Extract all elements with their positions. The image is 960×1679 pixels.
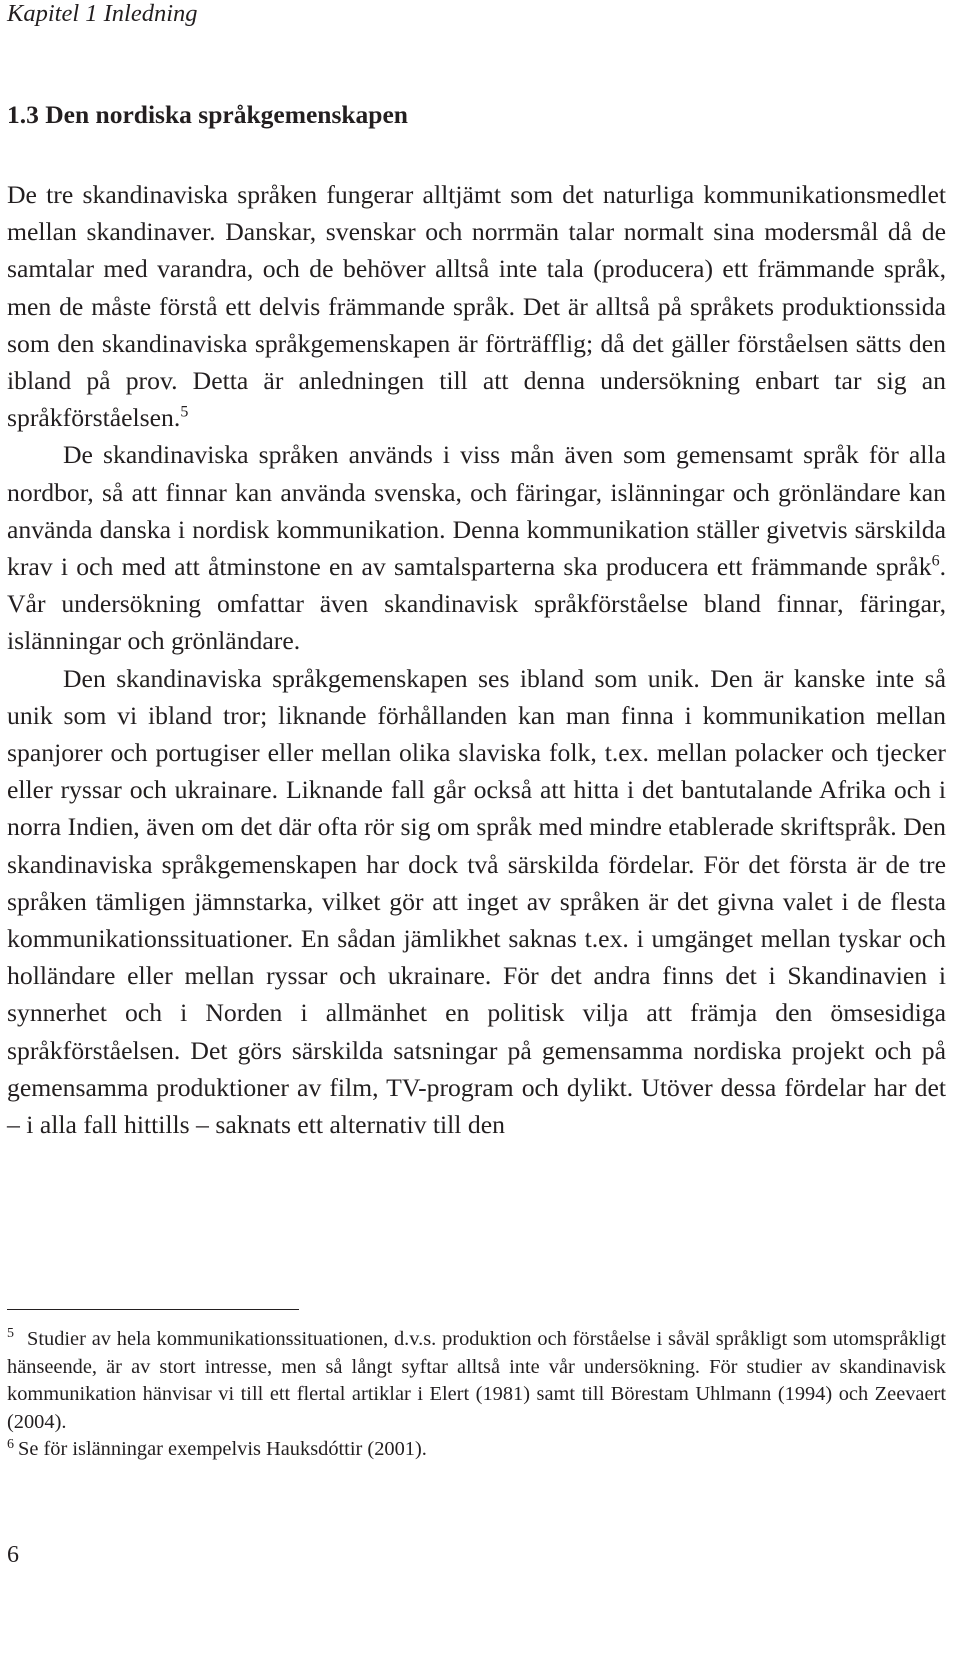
paragraph-1-text: De tre skandinaviska språken fungerar alltjämt som det naturliga kommunikationsmedlet mellan skandinaver. Danskar, svenskar och norrmän talar normalt sina modersmål då de samtalar med varandra, och de behöver alltså inte tala (producera) ett främmande språk, men de måste förstå ett delvis främmande språk. Det är alltså på språkets produktionssida som den skandinaviska språkgemenskapen är förträfflig; då det gäller förståelsen sätts den ibland på prov. Detta är anledningen till att denna undersökning enbart tar sig an språkförståelsen.: [7, 180, 946, 433]
section-heading: 1.3 Den nordiska språkgemenskapen: [7, 100, 408, 129]
paragraph-3: Den skandinaviska språkgemenskapen ses ibland som unik. Den är kanske inte så unik som vi ibland tror; liknande förhållanden kan man finna i kommunikation mellan spanjorer och portugiser eller mellan olika slaviska folk, t.ex. mellan polacker och tjecker eller ryssar och ukrainare. Liknande fall går också att hitta i det bantutalande Afrika och i norra Indien, även om det där ofta rör sig om språk med mindre etablerade skriftspråk. Den skandinaviska språkgemenskapen har dock två särskilda fördelar. För det första är de tre språken tämligen jämnstarka, vilket gör att inget av språken är det givna valet i de flesta kommunikationssituationer. En sådan jämlikhet saknas t.ex. i umgänget mellan tyskar och holländare eller mellan ryssar och ukrainare. För det andra finns det i Skandinavien i synnerhet och i Norden i allmänhet en politisk vilja att främja den ömsesidiga språkförståelsen. Det görs särskilda satsningar på gemensamma nordiska projekt och på gemensamma produktioner av film, TV-program och dylikt. Utöver dessa fördelar har det – i alla fall hittills – saknats ett alternativ till den: [7, 663, 946, 1140]
footnote-reference-6[interactable]: 6: [931, 552, 940, 570]
footnote-6: [7, 1436, 946, 1464]
footnote-number: 5: [7, 1326, 14, 1342]
footnotes: [7, 1326, 946, 1464]
footnote-divider: [7, 1309, 299, 1310]
footnote-number: 6: [7, 1436, 14, 1452]
footnote-reference-5[interactable]: 5: [180, 403, 189, 421]
paragraph-2-text-b: . Vår undersökning omfattar även skandinavisk språkförståelse bland finnar, färingar, islänningar och grönländare.: [7, 552, 946, 656]
paragraph-2-text-a: De skandinaviska språken används i viss mån även som gemensamt språk för alla nordbor, så att finnar kan använda svenska, och färingar, islänningar och grönländare kan använda danska i nordisk kommunikation. Denna kommunikation ställer givetvis särskilda krav i och med att åtminstone en av samtalsparterna ska producera ett främmande språk: [7, 440, 946, 582]
paragraph-2: [7, 436, 946, 659]
page-number: 6: [7, 1542, 19, 1568]
paragraph-1: [7, 176, 946, 436]
footnote-text: Se för islänningar exempelvis Hauksdóttir (2001).: [18, 1438, 427, 1461]
running-header: Kapitel 1 Inledning: [7, 0, 198, 27]
body-text: [7, 176, 946, 1143]
footnote-5: [7, 1326, 946, 1436]
footnote-text: Studier av hela kommunikationssituationen, d.v.s. produktion och förståelse i såväl språkligt som utomspråkligt hänseende, är av stort intresse, men så långt syftar alltså inte vår undersökning. För studier av skandinavisk kommunikation hänvisar vi till ett flertal artiklar i Elert (1981) samt till Börestam Uhlmann (1994) och Zeevaert (2004).: [7, 1328, 946, 1433]
